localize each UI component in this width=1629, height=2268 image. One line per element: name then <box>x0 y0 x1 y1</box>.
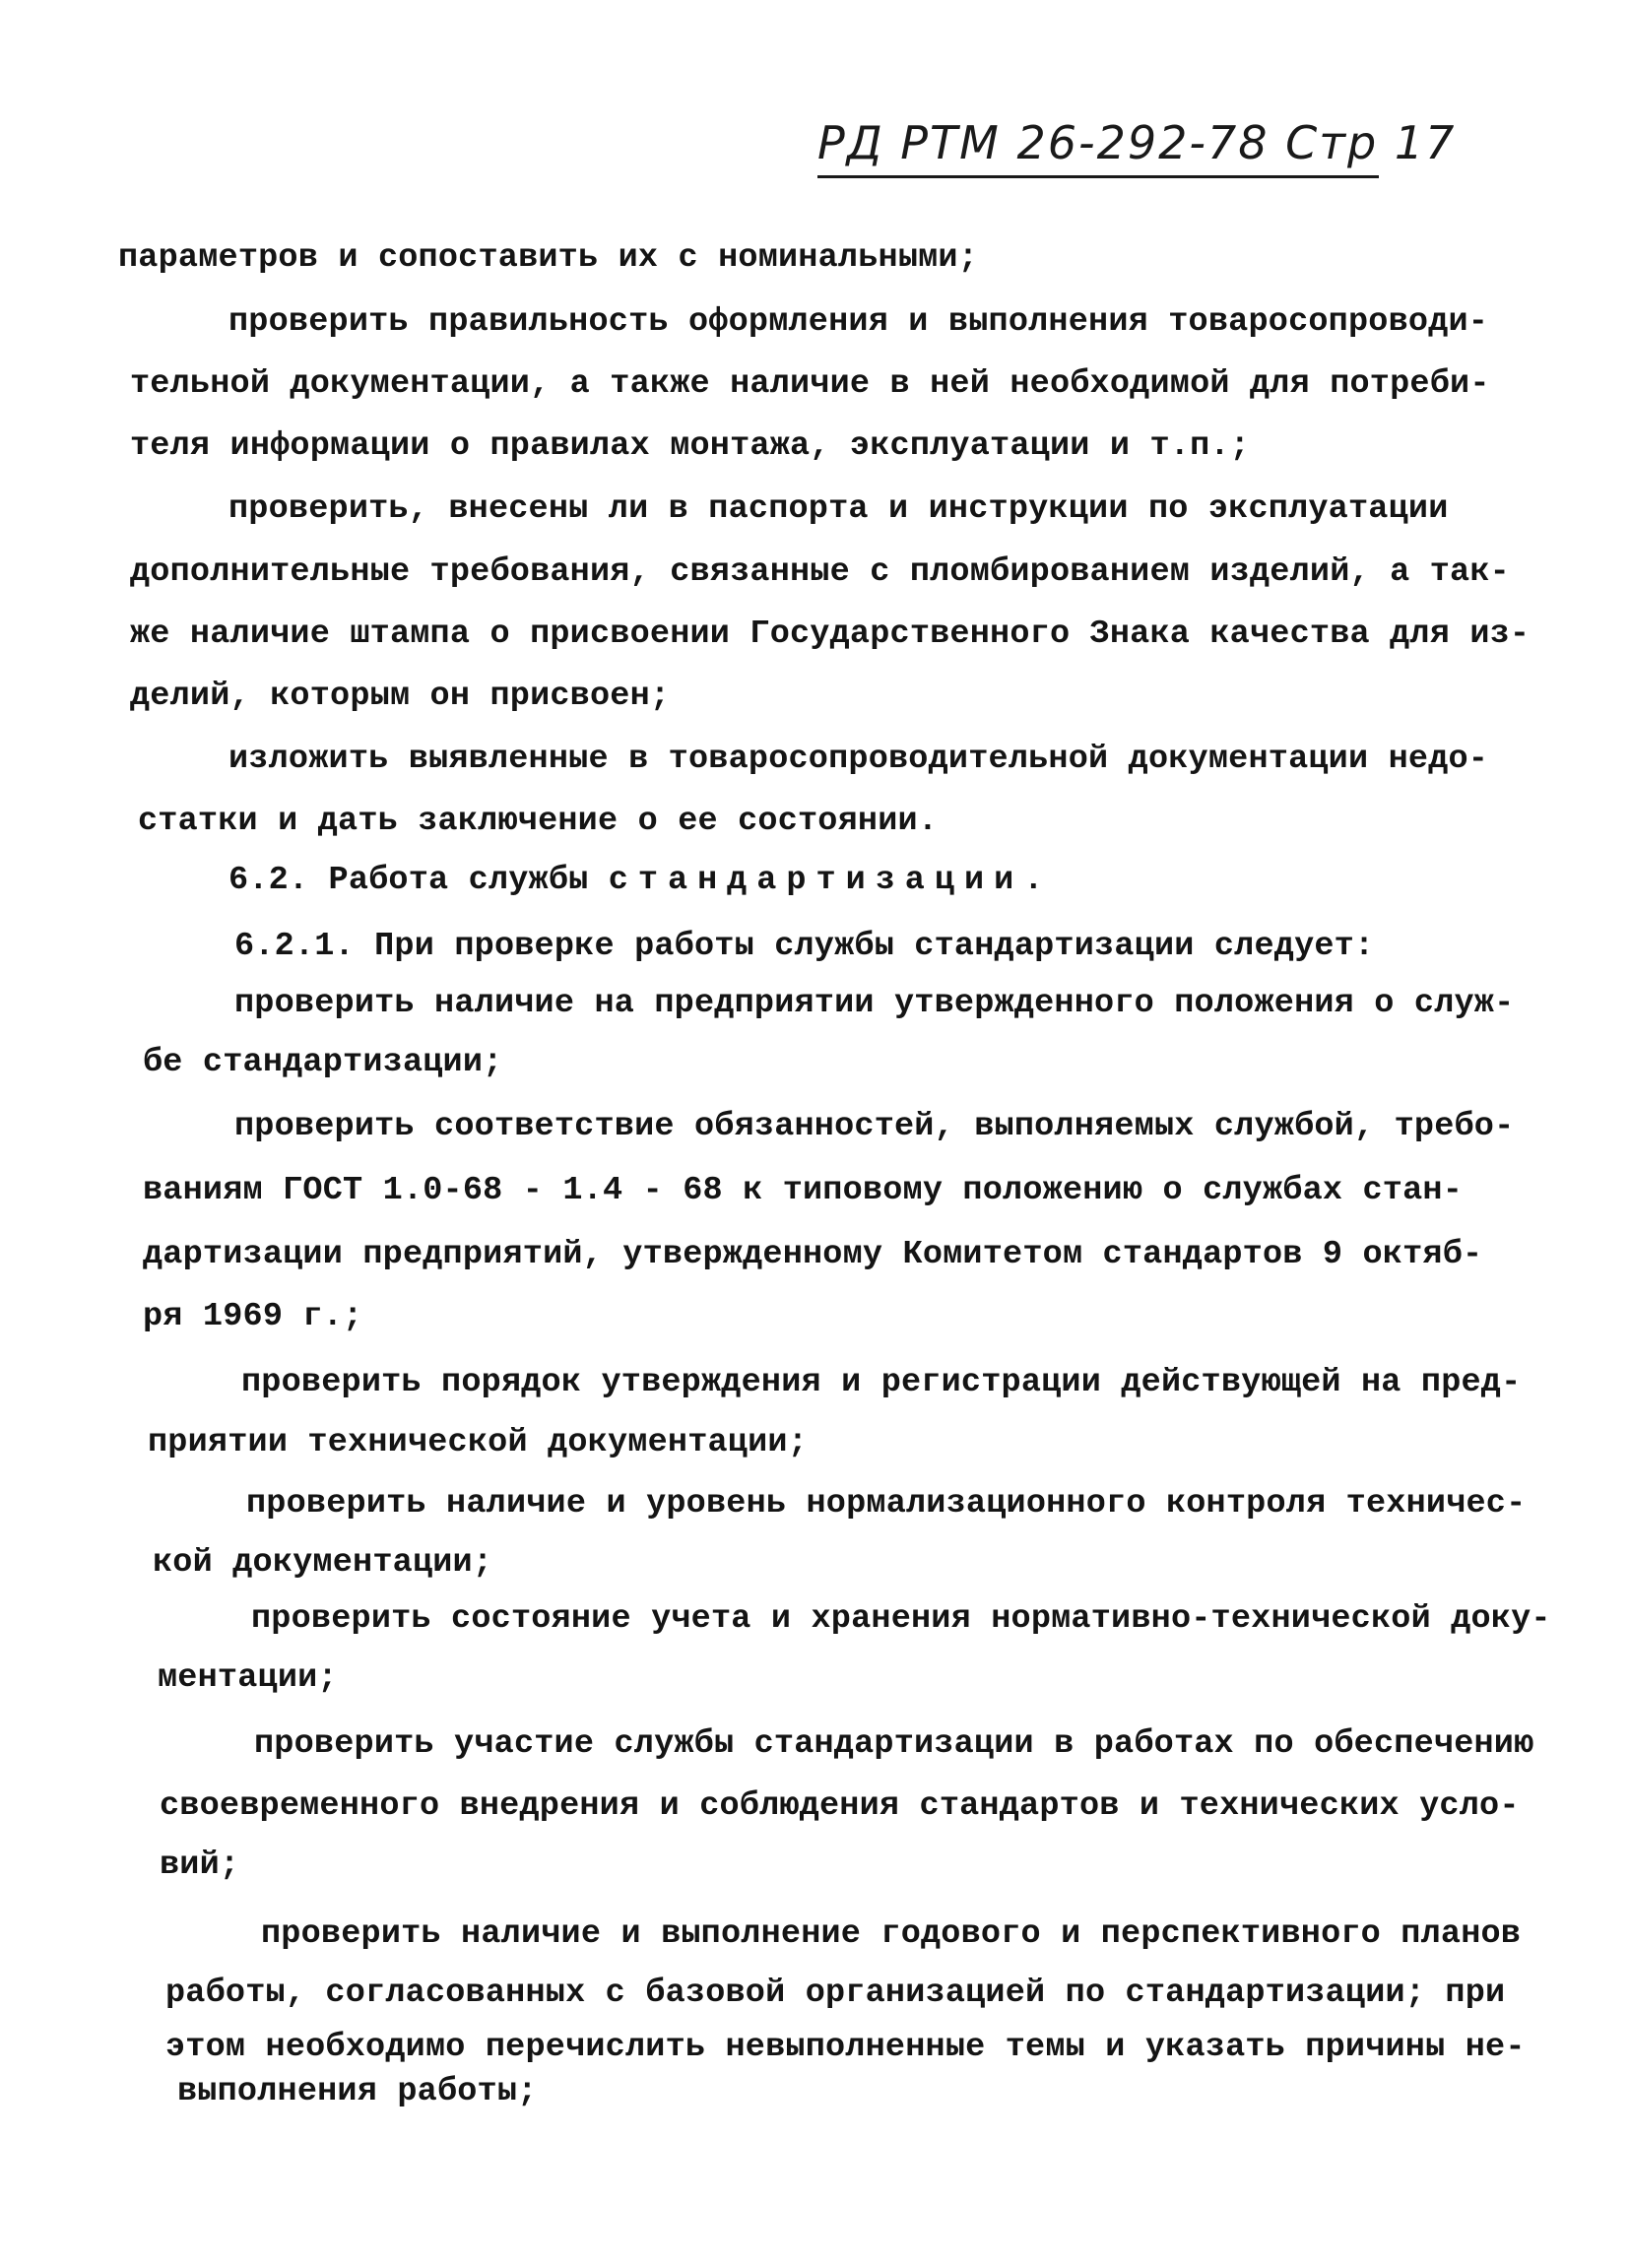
text-line: проверить порядок утверждения и регистрации действующей на пред- <box>241 1364 1522 1401</box>
text-line: проверить состояние учета и хранения нормативно-технической доку- <box>251 1600 1551 1638</box>
text-line: проверить соответствие обязанностей, выполняемых службой, требо- <box>234 1108 1515 1145</box>
text-line: проверить участие службы стандартизации в работах по обеспечению <box>254 1725 1534 1763</box>
text-line: теля информации о правилах монтажа, эксплуатации и т.п.; <box>130 427 1250 465</box>
text-line: делий, которым он присвоен; <box>130 678 671 715</box>
document-code-header: РД РТМ 26-292-78 Стр 17 <box>817 116 1457 169</box>
text-line: кой документации; <box>153 1544 493 1582</box>
text-line: же наличие штампа о присвоении Государственного Знака качества для из- <box>130 616 1531 653</box>
text-line: этом необходимо перечислить невыполненные темы и указать причины не- <box>165 2029 1526 2066</box>
section-heading <box>228 862 1053 899</box>
text-line: вий; <box>160 1847 240 1884</box>
text-line: дополнительные требования, связанные с пломбированием изделий, а так- <box>130 553 1510 591</box>
text-line: бе стандартизации; <box>143 1044 503 1081</box>
text-line: дартизации предприятий, утвержденному Комитетом стандартов 9 октяб- <box>143 1236 1483 1273</box>
text-line: проверить наличие и уровень нормализационного контроля техничес- <box>246 1485 1527 1523</box>
section-heading-spaced-word: стандартизации. <box>608 862 1054 899</box>
text-line: параметров и сопоставить их с номинальными; <box>118 239 979 277</box>
text-line: изложить выявленные в товаросопроводительной документации недо- <box>228 741 1489 778</box>
text-line: статки и дать заключение о ее состоянии. <box>138 803 939 840</box>
text-line: проверить правильность оформления и выполнения товаросопроводи- <box>228 303 1489 341</box>
text-line: своевременного внедрения и соблюдения стандартов и технических усло- <box>160 1787 1520 1825</box>
text-line: приятии технической документации; <box>148 1424 809 1461</box>
text-line: проверить наличие и выполнение годового и перспективного планов <box>261 1915 1522 1953</box>
section-heading-number: 6.2. Работа службы <box>228 862 609 899</box>
text-line: проверить, внесены ли в паспорта и инструкции по эксплуатации <box>228 490 1449 528</box>
header-underline <box>817 175 1379 178</box>
text-line: проверить наличие на предприятии утвержденного положения о служ- <box>234 985 1515 1022</box>
text-line: ваниям ГОСТ 1.0-68 - 1.4 - 68 к типовому положению о службах стан- <box>143 1172 1464 1209</box>
text-line: тельной документации, а также наличие в ней необходимой для потреби- <box>130 365 1490 403</box>
text-line: работы, согласованных с базовой организацией по стандартизации; при <box>165 1975 1506 2012</box>
text-line: ря 1969 г.; <box>143 1298 363 1335</box>
text-line: ментации; <box>158 1659 338 1697</box>
text-line: выполнения работы; <box>177 2073 538 2110</box>
text-line: 6.2.1. При проверке работы службы стандартизации следует: <box>234 928 1375 965</box>
